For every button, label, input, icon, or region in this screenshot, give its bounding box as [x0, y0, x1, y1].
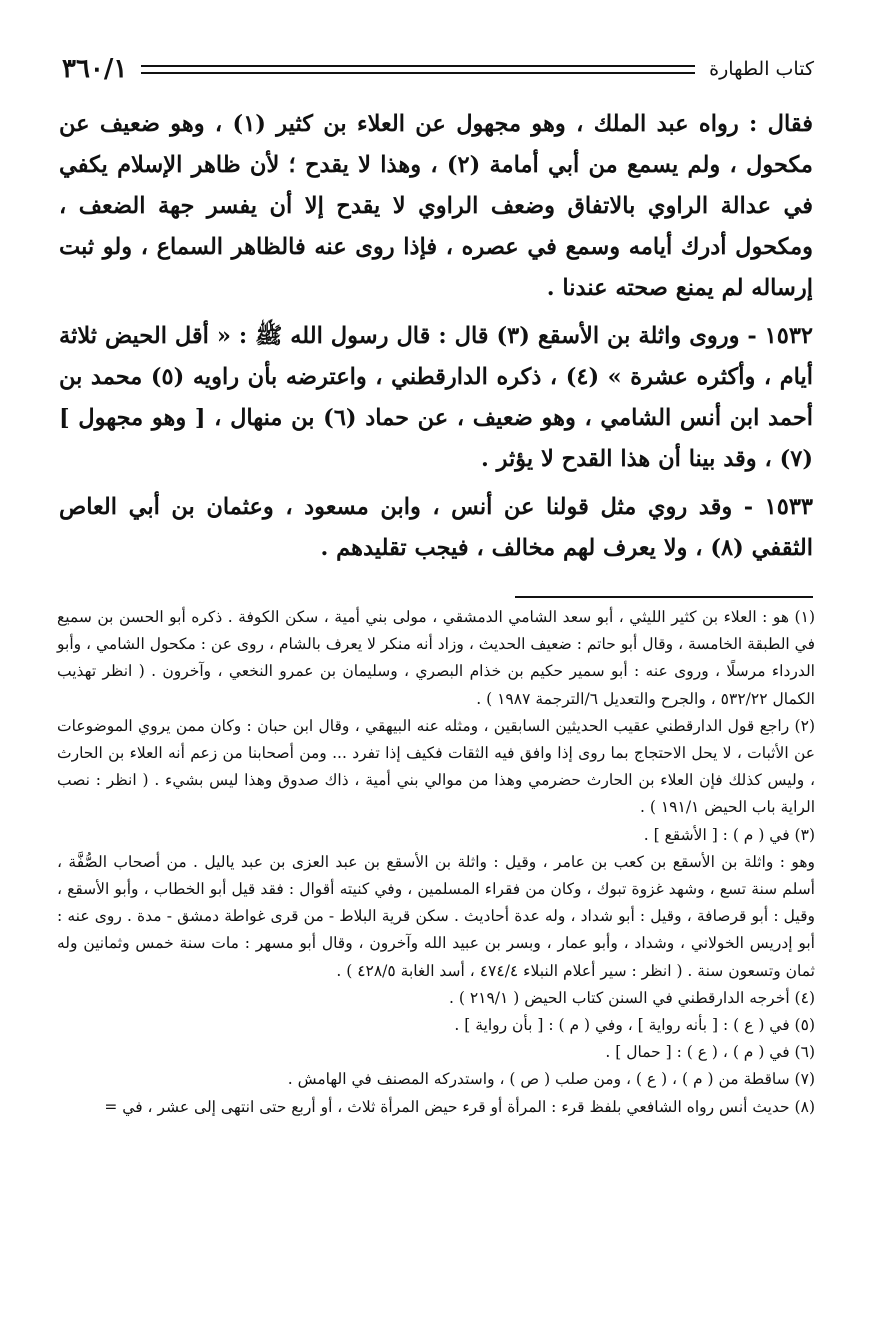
footnote: (٨) حديث أنس رواه الشافعي بلفظ قرء : المرأة أو قرء حيض المرأة ثلاث ، أو أربع حتى انتهى إلى عشر ، في = [104, 1097, 815, 1116]
main-paragraph: ١٥٣٣ - وقد روي مثل قولنا عن أنس ، وابن مسعود ، وعثمان بن أبي العاص الثقفي (٨) ، ولا يعرف لهم مخالف ، فيجب تقليدهم . [59, 494, 813, 561]
book-title: كتاب الطهارة [709, 58, 814, 80]
footnote: (١) هو : العلاء بن كثير الليثي ، أبو سعد الشامي الدمشقي ، مولى بني أمية ، سكن الكوفة . ذكره أبو الحسن بن سميع في الطبقة الخامسة ، وقال أبو حاتم : ضعيف الحديث ، وزاد أنه منكر لا يعرف بالشام ، روى عن : مكحول الشامي ، وأبو الدرداء مرسلًا ، وروى عنه : أبو سمير حكيم بن خذام البصري ، وسليمان بن عمرو النخعي ، وآخرون . ( انظر تهذيب الكمال ٥٣٢/٢٢ ، والجرح والتعديل ٦/الترجمة ١٩٨٧ ) . [57, 608, 815, 708]
main-paragraph: ١٥٣٢ - وروى واثلة بن الأسقع (٣) قال : قال رسول الله ﷺ : « أقل الحيض ثلاثة أيام ، وأكثره عشرة » (٤) ، ذكره الدارقطني ، واعترضه بأن راويه (٥) محمد بن أحمد ابن أنس الشامي ، وهو ضعيف ، عن حماد (٦) بن منهال ، [ وهو مجهول ] (٧) ، وقد بينا أن هذا القدح لا يؤثر . [59, 323, 813, 472]
footnote-divider [515, 596, 813, 598]
footnote: (٥) في ( ع ) : [ بأنه رواية ] ، وفي ( م ) : [ بأن رواية ] . [454, 1016, 815, 1035]
page-number: ٣٦٠/١ [62, 54, 128, 84]
footnotes [57, 604, 815, 1121]
footnote: وهو : واثلة بن الأسقع بن كعب بن عامر ، وقيل : واثلة بن الأسقع بن عبد العزى بن عبد ياليل . من أصحاب الصُّفَّة ، أسلم سنة تسع ، وشهد غزوة تبوك ، وكان من فقراء المسلمين ، وفي كنيته أقوال : فقد قيل أبو الخطاب ، وأبو الأسقع ، وقيل : أبو قرصافة ، وقيل : أبو شداد ، وله عدة أحاديث . سكن قرية البلاط - من قرى غواطة دمشق - مدة . روى عنه : أبو إدريس الخولاني ، وشداد ، وأبو عمار ، وبسر بن عبيد الله وآخرون ، وقال أبو مسهر : مات سنة خمس وثمانين وله ثمان وتسعون سنة . ( انظر : سير أعلام النبلاء ٤٧٤/٤ ، أسد الغابة ٤٢٨/٥ ) . [57, 852, 815, 980]
main-paragraph: فقال : رواه عبد الملك ، وهو مجهول عن العلاء بن كثير (١) ، وهو ضعيف عن مكحول ، ولم يسمع من أبي أمامة (٢) ، وهذا لا يقدح ؛ لأن ظاهر الإسلام يكفي في عدالة الراوي بالاتفاق وضعف الراوي لا يقدح إلا أن يفسر جهة الضعف ، ومكحول أدرك أيامه وسمع في عصره ، فإذا روى عنه فالظاهر السماع ، ولو ثبت إرساله لم يمنع صحته عندنا . [59, 111, 813, 301]
footnote: (٣) في ( م ) : [ الأشقع ] . [643, 825, 815, 844]
running-header [62, 52, 814, 86]
footnote: (٦) في ( م ) ، ( ع ) : [ حمال ] . [605, 1043, 815, 1062]
main-text [59, 104, 813, 576]
header-rule [141, 65, 695, 74]
footnote: (٢) راجع قول الدارقطني عقيب الحديثين السابقين ، ومثله عنه البيهقي ، وقال ابن حبان : وكان ممن يروي الموضوعات عن الأثبات ، لا يحل الاحتجاج بما روى إذا وافق فيه الثقات فكيف إذا تفرد ... ومن أصحابنا من زعم أنه العلاء بن الحارث ، وليس كذلك فإن العلاء بن الحارث حضرمي وهذا من موالي بني أمية ، ذاك صدوق وهذا ليس بشيء . ( انظر : نصب الراية باب الحيض ١٩١/١ ) . [57, 716, 815, 817]
footnote: (٤) أخرجه الدارقطني في السنن كتاب الحيض ( ٢١٩/١ ) . [448, 988, 815, 1007]
footnote: (٧) ساقطة من ( م ) ، ( ع ) ، ومن صلب ( ص ) ، واستدركه المصنف في الهامش . [287, 1070, 815, 1089]
